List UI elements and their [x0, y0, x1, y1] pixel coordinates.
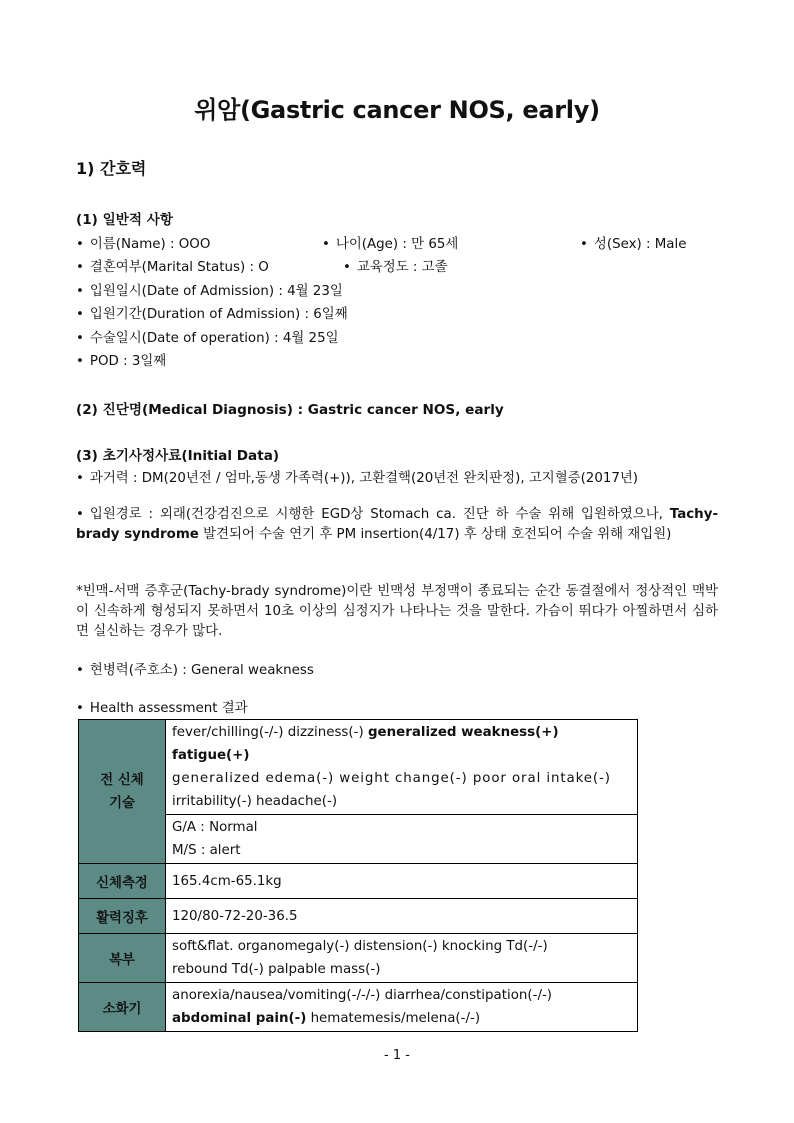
- row-header-whole-body: 전 신체 기술: [79, 720, 166, 864]
- row-header-digestive: 소화기: [79, 983, 166, 1032]
- table-row: [79, 934, 638, 983]
- diagnosis-heading: (2) 진단명(Medical Diagnosis) : Gastric cancer NOS, early: [76, 402, 504, 418]
- row-header-abdomen: 복부: [79, 934, 166, 983]
- age-line: • 나이(Age) : 만 65세: [322, 233, 458, 252]
- tachy-brady-note: *빈맥-서맥 증후군(Tachy-brady syndrome)이란 빈맥성 부정맥이 종료되는 순간 동결절에서 정상적인 맥박이 신속하게 형성되지 못하면서 10초 이상의 심정지가 나타나는 것을 말한다. 가슴이 뛰다가 아찔하면서 심하면 실신하는 경우가 많다.: [76, 584, 718, 639]
- health-assessment-label: • Health assessment 결과: [76, 697, 248, 716]
- page-number: - 1 -: [384, 1048, 410, 1063]
- past-history-line: • 과거력 : DM(20년전 / 엄마,동생 가족력(+)), 고환결핵(20년전 완치판정), 고지혈증(2017년): [76, 467, 638, 486]
- body-measurement-value: 165.4cm-65.1kg: [166, 864, 638, 899]
- general-appearance-findings: G/A : Normal M/S : alert: [166, 815, 638, 864]
- row-header-body-measurement: 신체측정: [79, 864, 166, 899]
- digestive-findings: anorexia/nausea/vomiting(-/-/-) diarrhea/constipation(-/-) abdominal pain(-) hematemesis/melena(-/-): [166, 983, 638, 1032]
- pod-line: • POD : 3일째: [76, 350, 166, 369]
- sex-line: • 성(Sex) : Male: [580, 233, 686, 252]
- row-header-vital-signs: 활력징후: [79, 899, 166, 934]
- marital-line: • 결혼여부(Marital Status) : O: [76, 256, 269, 275]
- section-heading-nursing-history: 1) 간호력: [76, 159, 147, 178]
- health-assessment-table: [78, 719, 638, 1032]
- table-row: [79, 864, 638, 899]
- vital-signs-value: 120/80-72-20-36.5: [166, 899, 638, 934]
- general-info-heading: (1) 일반적 사항: [76, 212, 174, 228]
- operation-date-line: • 수술일시(Date of operation) : 4월 25일: [76, 327, 339, 346]
- whole-body-findings: fever/chilling(-/-) dizziness(-) generalized weakness(+) fatigue(+) generalized edema(-) weight change(-) poor oral intake(-) irritability(-) headache(-): [166, 720, 638, 815]
- page-title: 위암(Gastric cancer NOS, early): [194, 96, 600, 124]
- admission-date-line: • 입원일시(Date of Admission) : 4월 23일: [76, 280, 343, 299]
- education-line: • 교육정도 : 고졸: [343, 256, 448, 275]
- table-row: [79, 720, 638, 815]
- admission-route-paragraph: • 입원경로 : 외래(건강검진으로 시행한 EGD상 Stomach ca. 진단 하 수술 위해 입원하였으나, Tachy-brady syndrome 발견되어 수술 연기 후 PM insertion(4/17) 후 상태 호전되어 수술 위해 재입원): [76, 505, 718, 545]
- table-row: [79, 983, 638, 1032]
- table-row: [79, 899, 638, 934]
- abdomen-findings: soft&flat. organomegaly(-) distension(-) knocking Td(-/-) rebound Td(-) palpable mass(-): [166, 934, 638, 983]
- name-line: • 이름(Name) : OOO: [76, 233, 210, 252]
- present-illness-line: • 현병력(주호소) : General weakness: [76, 659, 314, 678]
- initial-data-heading: (3) 초기사정사료(Initial Data): [76, 448, 280, 464]
- admission-duration-line: • 입원기간(Duration of Admission) : 6일째: [76, 303, 348, 322]
